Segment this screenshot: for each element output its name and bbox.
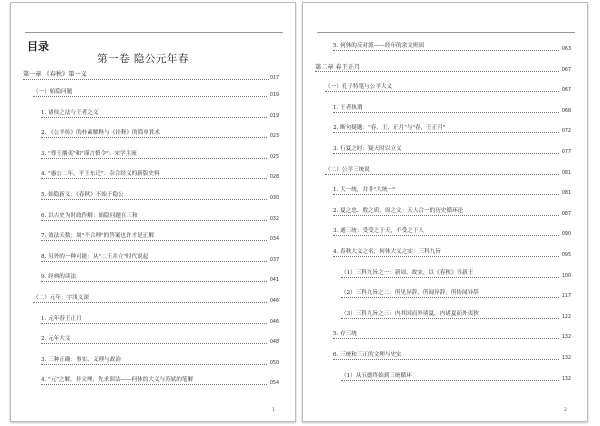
toc-page-number: 048 bbox=[269, 340, 279, 346]
header-rule bbox=[25, 32, 283, 33]
leader-dots bbox=[333, 50, 559, 51]
leader-dots bbox=[41, 343, 267, 344]
leader-dots bbox=[325, 91, 559, 92]
toc-page-number: 122 bbox=[561, 314, 571, 320]
leader-dots bbox=[41, 199, 267, 200]
toc-page-number: 100 bbox=[561, 273, 571, 279]
toc-page-number: 046 bbox=[269, 319, 279, 325]
leader-dots bbox=[41, 220, 267, 221]
toc-page-number: 081 bbox=[561, 191, 571, 197]
toc-page-number: 077 bbox=[561, 150, 571, 155]
toc-page-number: 067 bbox=[561, 67, 571, 73]
toc-entry: 2. 《公羊传》的朴素解释与《诠释》的简单算术 bbox=[41, 130, 160, 137]
toc-page-number: 046 bbox=[269, 299, 279, 304]
toc-page-number: 032 bbox=[269, 216, 279, 222]
toc-entry: 1. 诸侯之法与王者之义 bbox=[41, 109, 99, 116]
toc-entry: 5. 始隐新义：《春秋》不始于隐公 bbox=[41, 192, 124, 198]
toc-entry: （二）元年：字浅义深 bbox=[33, 295, 89, 301]
leader-dots bbox=[333, 132, 559, 133]
toc-entry: 4. "元"之解，非文理，先求训诂——何休的大义与苏轼的笔解 bbox=[41, 377, 194, 384]
toc-page-number: 063 bbox=[561, 47, 571, 52]
toc-entry: （2）三科九旨之二：所见异辞，所闻异辞，所传闻异辞 bbox=[341, 290, 479, 297]
chapter-title: 第二章 春王正月 bbox=[315, 63, 361, 71]
toc-entry: 7. 效法天数：周"不合理"的答案也许才是正解 bbox=[41, 233, 154, 240]
toc-entry: （一）始隐问题 bbox=[33, 89, 73, 95]
toc-entry: 3. 三种正确：事实、义理与政治 bbox=[41, 356, 121, 363]
toc-page-number: 041 bbox=[269, 278, 279, 284]
toc-entry: 4. 春秋大义之名，何休大义之实：三科九旨 bbox=[333, 249, 441, 255]
toc-entry: （一）孔子特笔与公羊大义 bbox=[325, 84, 393, 91]
toc-page-number: 117 bbox=[561, 294, 571, 300]
leader-dots bbox=[333, 359, 559, 360]
toc-page-number: 132 bbox=[561, 335, 571, 341]
toc-page-number: 037 bbox=[269, 257, 279, 263]
leader-dots bbox=[41, 281, 267, 282]
right-page bbox=[302, 2, 588, 422]
toc-page-number: 050 bbox=[269, 360, 279, 366]
page-number: 1 bbox=[272, 408, 275, 413]
toc-page-number: 090 bbox=[561, 232, 571, 238]
toc-entry: 8. 另外的一种可能：从"二王并立"时代说起 bbox=[41, 253, 149, 260]
leader-dots bbox=[333, 112, 559, 113]
leader-dots bbox=[33, 96, 267, 97]
toc-entry: （1）从五德终始到三统循环 bbox=[341, 372, 412, 379]
toc-entry: 2. 断句疑题："春，王，正月"与"春，王正月" bbox=[333, 125, 446, 132]
toc-page-number: 030 bbox=[269, 196, 279, 201]
leader-dots bbox=[41, 117, 267, 118]
toc-entry: （二）公羊三统说 bbox=[325, 166, 370, 173]
leader-dots bbox=[341, 380, 559, 381]
toc-entry: 5. 存三统 bbox=[333, 331, 357, 338]
toc-page-number: 072 bbox=[561, 129, 571, 135]
leader-dots bbox=[41, 323, 267, 324]
toc-entry: 6. 以古史为时政作解：始隐问题在三和 bbox=[41, 212, 138, 219]
toc-page-number: 067 bbox=[561, 88, 571, 94]
volume-title: 第一卷 隐公元年春 bbox=[97, 53, 189, 65]
toc-page-number: 068 bbox=[561, 108, 571, 114]
toc-page-number: 034 bbox=[269, 237, 279, 243]
leader-dots bbox=[333, 338, 559, 339]
leader-dots bbox=[41, 178, 267, 179]
toc-page-number: 023 bbox=[269, 134, 279, 140]
toc-entry: 4. "惠公二年，平王东迁"：杂合经义的新版史料 bbox=[41, 171, 160, 178]
toc-page-number: 081 bbox=[561, 170, 571, 176]
leader-dots bbox=[41, 261, 267, 262]
toc-entry: 2. 元年大义 bbox=[41, 336, 71, 343]
toc-entry: 3. 通三统：受受之于天，不受之于人 bbox=[333, 228, 425, 235]
toc-entry: 1. 王者执谓 bbox=[333, 104, 363, 111]
toc-entry: 9. 经典的读法 bbox=[41, 274, 77, 281]
leader-dots bbox=[33, 302, 267, 303]
leader-dots bbox=[333, 215, 559, 216]
toc-entry: 2. 夏之忠，殷之质，周之文：天人合一的历史循环论 bbox=[333, 207, 464, 214]
toc-page-number: 095 bbox=[561, 253, 571, 258]
chapter-page: 017 bbox=[269, 76, 279, 81]
leader-dots bbox=[41, 240, 267, 241]
toc-entry: （1）三科九旨之一：新周、故宋，以《春秋》当新王 bbox=[341, 269, 474, 276]
toc-entry: 3. "尊王攘夷"和"谨言慎令"：宋学主流 bbox=[41, 150, 137, 157]
leader-dots bbox=[315, 71, 559, 72]
toc-title: 目录 bbox=[27, 40, 49, 53]
leader-dots bbox=[333, 256, 559, 257]
chapter-title: 第一章 《春秋》第一义 bbox=[23, 71, 87, 78]
toc-entry: 1. 元年春王正月 bbox=[41, 315, 82, 322]
header-rule bbox=[317, 32, 575, 33]
leader-dots bbox=[341, 318, 559, 319]
page-number: 2 bbox=[564, 408, 567, 413]
leader-dots bbox=[333, 235, 559, 236]
leader-dots bbox=[23, 79, 269, 80]
leader-dots bbox=[41, 364, 267, 365]
toc-entry: 3. 行夏之时：疑天时以立义 bbox=[333, 146, 402, 152]
leader-dots bbox=[341, 297, 559, 298]
toc-entry: 1. 大一统，并非"大统一" bbox=[333, 187, 396, 194]
leader-dots bbox=[333, 194, 559, 195]
toc-page-number: 132 bbox=[561, 356, 571, 361]
leader-dots bbox=[41, 384, 267, 385]
toc-entry: 6. 三统和三正的文理与史实 bbox=[333, 352, 402, 358]
toc-entry: （3）三科九旨之三：内其国而外诸夏，内诸夏而外夷狄 bbox=[341, 310, 479, 317]
toc-entry: 5. 何休的反对派——经年的余文班固 bbox=[333, 43, 425, 49]
toc-page-number: 132 bbox=[561, 376, 571, 382]
left-page bbox=[10, 2, 296, 422]
leader-dots bbox=[325, 174, 559, 175]
toc-page-number: 019 bbox=[269, 113, 279, 119]
toc-page-number: 087 bbox=[561, 211, 571, 217]
toc-page-number: 019 bbox=[269, 93, 279, 98]
leader-dots bbox=[41, 137, 267, 138]
leader-dots bbox=[333, 153, 559, 154]
toc-page-number: 054 bbox=[269, 381, 279, 387]
toc-page-number: 025 bbox=[269, 154, 279, 160]
leader-dots bbox=[41, 158, 267, 159]
leader-dots bbox=[341, 277, 559, 278]
toc-page-number: 028 bbox=[269, 175, 279, 181]
